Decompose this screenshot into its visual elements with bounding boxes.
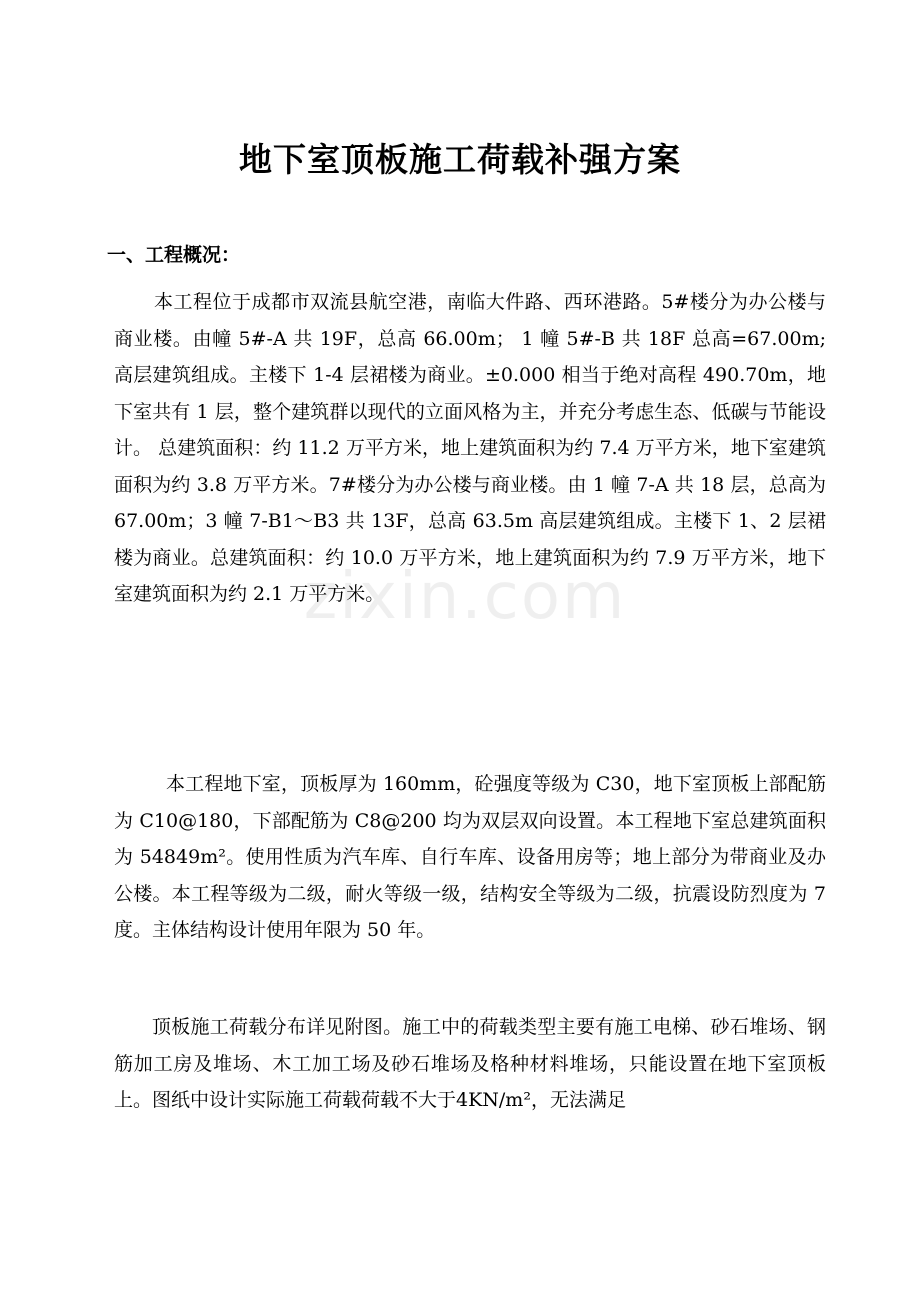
document-title: 地下室顶板施工荷载补强方案 <box>239 140 681 179</box>
watermark: zixin.com <box>303 560 627 634</box>
paragraph-construction-loads: 顶板施工荷载分布详见附图。施工中的荷载类型主要有施工电梯、砂石堆场、钢筋加工房及堆场、木工加工场及砂石堆场及格种材料堆场，只能设置在地下室顶板上。图纸中设计实际施工荷载荷载不大于4KN/m²，无法满足 <box>114 1016 826 1111</box>
paragraph-basement-structure: 本工程地下室，顶板厚为 160mm，砼强度等级为 C30，地下室顶板上部配筋为 C10@180，下部配筋为 C8@200 均为双层双向设置。本工程地下室总建筑面积为 54849m²。使用性质为汽车库、自行车库、设备用房等；地上部分为带商业及办公楼。本工程等级为二级，耐火等级一级，结构安全等级为二级，抗震设防烈度为 7 度。主体结构设计使用年限为 50 年。 <box>114 773 826 941</box>
paragraph-project-location: 本工程位于成都市双流县航空港，南临大件路、西环港路。5#楼分为办公楼与商业楼。由幢 5#-A 共 19F，总高 66.00m； 1 幢 5#-B 共 18F 总高=67.00m;高层建筑组成。主楼下 1-4 层裙楼为商业。±0.000 相当于绝对高程 490.70m，地下室共有 1 层，整个建筑群以现代的立面风格为主，并充分考虑生态、低碳与节能设计。 总建筑面积：约 11.2 万平方米，地上建筑面积为约 7.4 万平方米，地下室建筑面积为约 3.8 万平方米。7#楼分为办公楼与商业楼。由 1 幢 7-A 共 18 层，总高为 67.00m；3 幢 7-B1～B3 共 13F，总高 63.5m 高层建筑组成。主楼下 1、2 层裙楼为商业。总建筑面积：约 10.0 万平方米，地上建筑面积为约 7.9 万平方米，地下室建筑面积为约 2.1 万平方米。 <box>114 291 826 605</box>
section-heading: 一、工程概况： <box>107 244 241 266</box>
